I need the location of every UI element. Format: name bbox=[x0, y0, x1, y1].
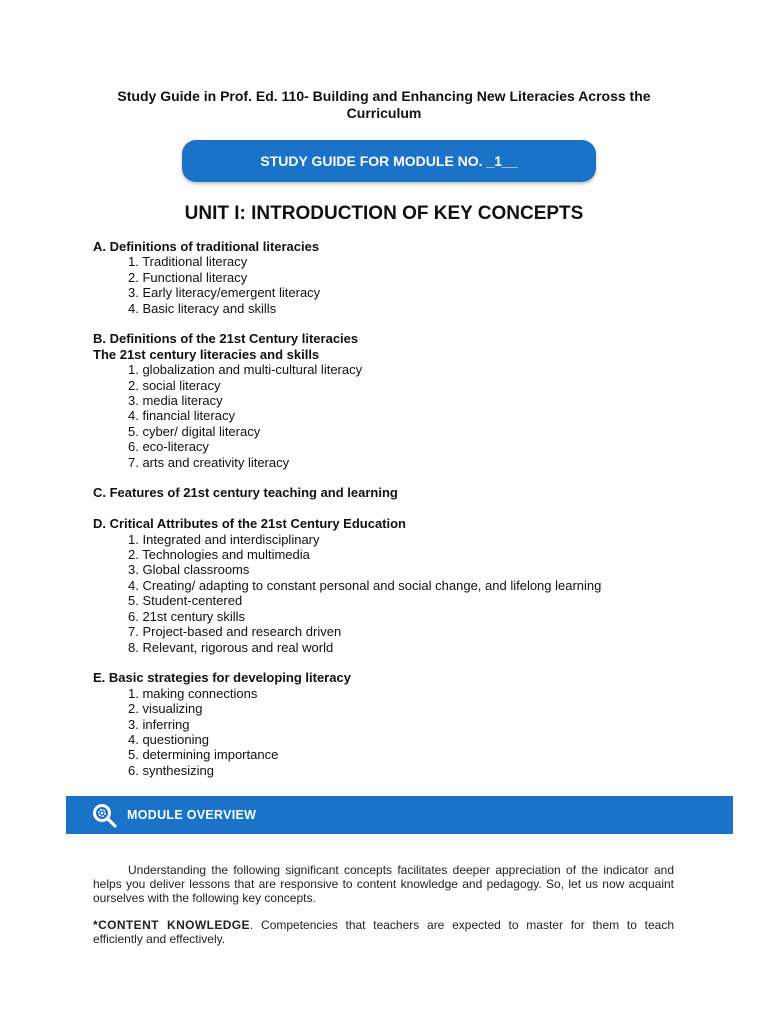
content-knowledge-paragraph bbox=[93, 918, 674, 946]
list-item: 4. Basic literacy and skills bbox=[128, 300, 277, 316]
list-item: 6. 21st century skills bbox=[128, 608, 246, 624]
list-item: 7. arts and creativity literacy bbox=[128, 454, 290, 470]
list-item: 2. Functional literacy bbox=[128, 269, 248, 285]
list-item: 6. eco-literacy bbox=[128, 439, 209, 455]
list-item: 7. Project-based and research driven bbox=[128, 624, 342, 640]
intro-paragraph: Understanding the following significant concepts facilitates deeper appreciation of the indicator and helps you deliver lessons that are responsive to content knowledge and pedagogy. So, let us now acquaint ourselves with the following key concepts. bbox=[93, 863, 674, 905]
list-item: 4. financial literacy bbox=[128, 408, 235, 424]
section-list bbox=[93, 532, 713, 655]
list-item: 2. visualizing bbox=[128, 701, 203, 717]
section-a bbox=[93, 239, 713, 316]
list-item: 1. globalization and multi-cultural literacy bbox=[128, 362, 363, 378]
module-overview-bar bbox=[66, 796, 733, 834]
list-item: 2. social literacy bbox=[128, 377, 221, 393]
list-item: 5. determining importance bbox=[128, 747, 279, 763]
list-item: 4. Creating/ adapting to constant personal and social change, and lifelong learning bbox=[128, 577, 602, 593]
module-number-banner bbox=[182, 140, 596, 182]
list-item: 3. Global classrooms bbox=[128, 562, 250, 578]
document-title: Study Guide in Prof. Ed. 110- Building and Enhancing New Literacies Across the Curriculum bbox=[117, 88, 651, 121]
section-list bbox=[93, 362, 713, 470]
section-heading: D. Critical Attributes of the 21st Century Education bbox=[93, 516, 407, 532]
content-knowledge-definition: . Competencies that teachers are expected to master for them to teach efficiently and effectively. bbox=[93, 918, 675, 946]
section-heading: B. Definitions of the 21st Century literacies bbox=[93, 331, 359, 347]
list-item: 6. synthesizing bbox=[128, 762, 214, 778]
section-b bbox=[93, 331, 713, 470]
section-subheading: The 21st century literacies and skills bbox=[93, 346, 320, 362]
content-knowledge-term: *CONTENT KNOWLEDGE bbox=[93, 918, 250, 932]
list-item: 3. Early literacy/emergent literacy bbox=[128, 285, 321, 301]
concept-outline bbox=[93, 239, 713, 794]
magnifier-gear-icon bbox=[91, 802, 117, 828]
unit-title: UNIT I: INTRODUCTION OF KEY CONCEPTS bbox=[184, 203, 584, 224]
list-item: 3. media literacy bbox=[128, 393, 223, 409]
section-heading: A. Definitions of traditional literacies bbox=[93, 239, 320, 254]
list-item: 2. Technologies and multimedia bbox=[128, 547, 310, 563]
list-item: 5. Student-centered bbox=[128, 593, 243, 609]
section-e bbox=[93, 670, 713, 778]
section-d bbox=[93, 516, 713, 655]
list-item: 1. Traditional literacy bbox=[128, 254, 248, 270]
section-list bbox=[93, 686, 713, 778]
list-item: 4. questioning bbox=[128, 731, 209, 747]
section-heading: E. Basic strategies for developing literacy bbox=[93, 670, 351, 686]
section-heading: C. Features of 21st century teaching and learning bbox=[93, 485, 398, 501]
list-item: 1. making connections bbox=[128, 685, 258, 701]
list-item: 3. inferring bbox=[128, 716, 190, 732]
list-item: 5. cyber/ digital literacy bbox=[128, 423, 261, 439]
module-overview-label: MODULE OVERVIEW bbox=[127, 808, 257, 822]
section-list bbox=[93, 254, 713, 316]
module-number-label: STUDY GUIDE FOR MODULE NO. _1__ bbox=[260, 153, 518, 169]
list-item: 1. Integrated and interdisciplinary bbox=[128, 531, 320, 547]
section-c bbox=[93, 485, 713, 500]
list-item: 8. Relevant, rigorous and real world bbox=[128, 639, 334, 655]
